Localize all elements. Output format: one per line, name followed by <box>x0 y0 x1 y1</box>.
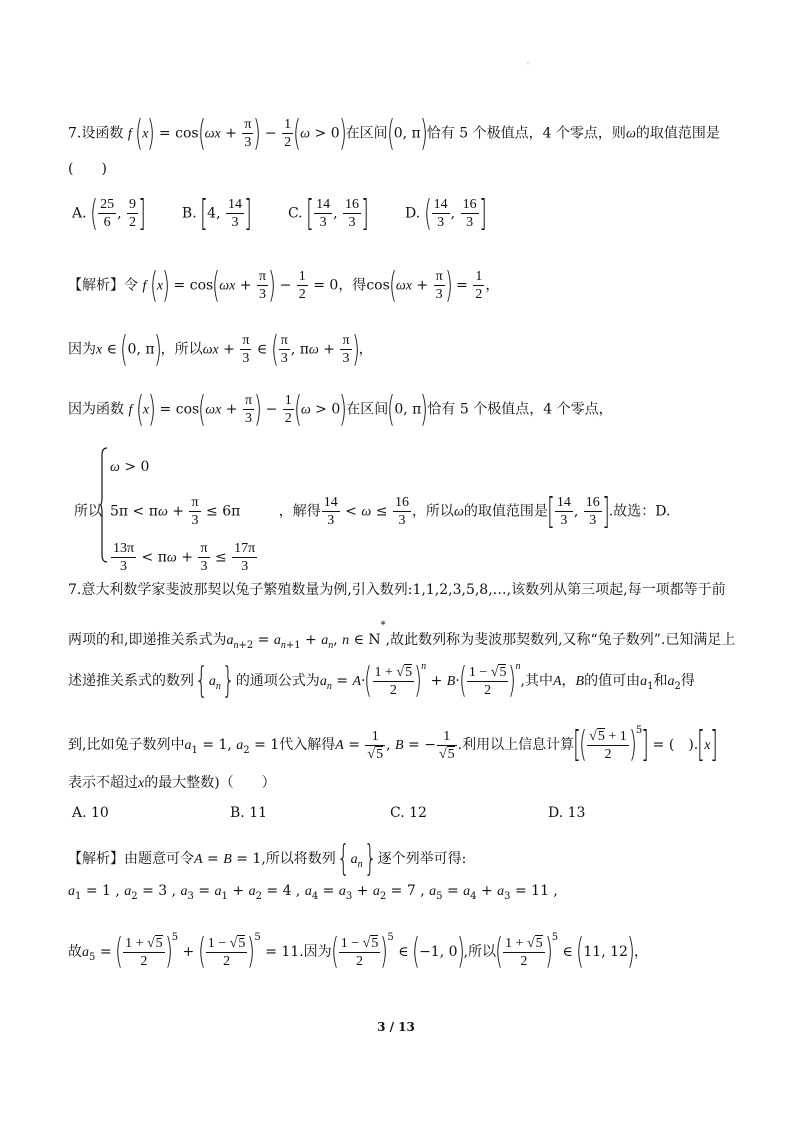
q2-line-4: 到,比如兔子数列中$a_1 = 1$, $a_2 = 1$代入解得A = $\frac{1}{√5}$ , B = − $\frac{1}{√5}$ .利用以上信息计算[( $\frac{√5 + 1}{2}$ )$^5$] = ( ).[x] <box>68 724 718 765</box>
system-cond-1: ω > 0 <box>110 459 150 475</box>
q1-stem-text: 设函数 <box>81 125 124 142</box>
q2-option-a: A. 10 <box>72 805 109 821</box>
page-number: 3 / 13 <box>377 1020 415 1034</box>
q1-options: A. ( $\frac{25}{6}$ , $\frac{9}{2}$ ] B. [4, $\frac{14}{3}$ ] C. [ $\frac{14}{3}$ , $\frac{16}{3}$ ] D. ( $\frac{14}{3}$ , $\frac{16}{3}$ ] <box>72 192 487 234</box>
q2-line-5: 表示不超过x的最大整数)（ ） <box>68 775 276 791</box>
q1-analysis-line-1: 【解析】令 f (x) = cos(ωx + $\frac{\pi}{3}$ ) − $\frac{1}{2}$ = 0，得cos(ωx + $\frac{\pi}{3}$ ) = $\frac{1}{2}$ ， <box>68 264 500 306</box>
q1-analysis-line-4: 所以 5π < πω + $\frac{\pi}{3}$ ≤ 6π ，解得 $\frac{14}{3}$ < ω ≤ $\frac{16}{3}$ ，所以ω的取值范围是[ $\frac{14}{3}$ , $\frac{16}{3}$ ].故选：D. <box>74 490 671 532</box>
q2-line-1: 7.意大利数学家斐波那契以兔子繁殖数量为例,引入数列:1,1,2,3,5,8,…,该数列从第三项起,每一项都等于前 <box>68 582 726 598</box>
q2-line-3: 述递推关系式的数列$\{a_n\}$的通项公式为$a_n = A\cdot$( $\frac{1 + √5}{2}$ )$^n$ + B·( $\frac{1 - √5}{2}$ )$^n$,其中A，B的值可由$a_1$和$a_2$得 <box>68 660 695 701</box>
q1-option-d-label: D. <box>404 205 421 222</box>
q2-analysis-tag: 【解析】 <box>68 851 124 867</box>
q1-analysis-line-3: 因为函数 f (x) = cos(ωx + $\frac{\pi}{3}$ ) − $\frac{1}{2}$ (ω > 0)在区间(0, π)恰有 5 个极值点，4 个零点， <box>68 388 613 430</box>
q1-analysis-tag: 【解析】 <box>68 277 124 294</box>
q1-stem-text-4: 的取值范围是 <box>635 125 720 142</box>
q1-number: 7. <box>68 125 82 142</box>
q1-answer-paren: ( ) <box>68 161 107 177</box>
q1-option-b-label: B. <box>181 205 197 222</box>
system-cond-3: $\frac{13\pi}{3}$ < πω + $\frac{\pi}{3}$ ≤ $\frac{17\pi}{3}$ <box>113 541 256 574</box>
q2-analysis-line-3: 故$a_5$ = ( $\frac{1 + √5}{2}$ )$^5$ + ( $\frac{1 - √5}{2}$ )$^5$ = 11.因为( $\frac{1 - √5}{2}$ )$^5$ ∈ (−1, 0),所以( $\frac{1 + √5}{2}$ )$^5$ ∈ (11, 12)， <box>68 931 648 972</box>
q1-option-a-label: A. <box>72 205 87 222</box>
q1-option-c-label: C. <box>287 205 303 222</box>
q2-analysis-line-1: 【解析】由题意可令A = B = 1,所以将数列$\{a_n\}$逐个列举可得: <box>68 838 467 879</box>
q2-option-c: C. 12 <box>390 805 427 821</box>
q1-stem-text-2: 在区间 <box>345 125 388 142</box>
q2-option-b: B. 11 <box>230 805 268 821</box>
q2-analysis-line-2: $a_1 = 1$ , $a_2 = 3$ , $a_3 = a_1 + a_2 = 4$ , $a_4 = a_3 + a_2 = 7$ , $a_5 = a_4 + a_3 = 11$ , <box>68 883 558 902</box>
page-top-mark: ' <box>527 62 529 70</box>
q2-line-2: 两项的和,即递推关系式为$a_{n+2} = a_{n+1} + a_n$, n ∈ N*,故此数列称为斐波那契数列,又称“兔子数列”.已知满足上 <box>68 620 736 651</box>
q1-stem-line: 7.设函数 f (x) = cos(ωx + $\frac{\pi}{3}$ ) − $\frac{1}{2}$ (ω > 0)在区间(0, π)恰有 5 个极值点，4 个零点，则ω的取值范围是 <box>68 112 720 154</box>
q2-option-d: D. 13 <box>548 805 586 821</box>
q1-analysis-line-2: 因为x ∈ (0, π)，所以ωx + $\frac{\pi}{3}$ ∈ ( $\frac{\pi}{3}$ , πω + $\frac{\pi}{3}$ )， <box>68 328 373 370</box>
q1-stem-text-3: 恰有 5 个极值点，4 个零点，则 <box>426 125 626 142</box>
